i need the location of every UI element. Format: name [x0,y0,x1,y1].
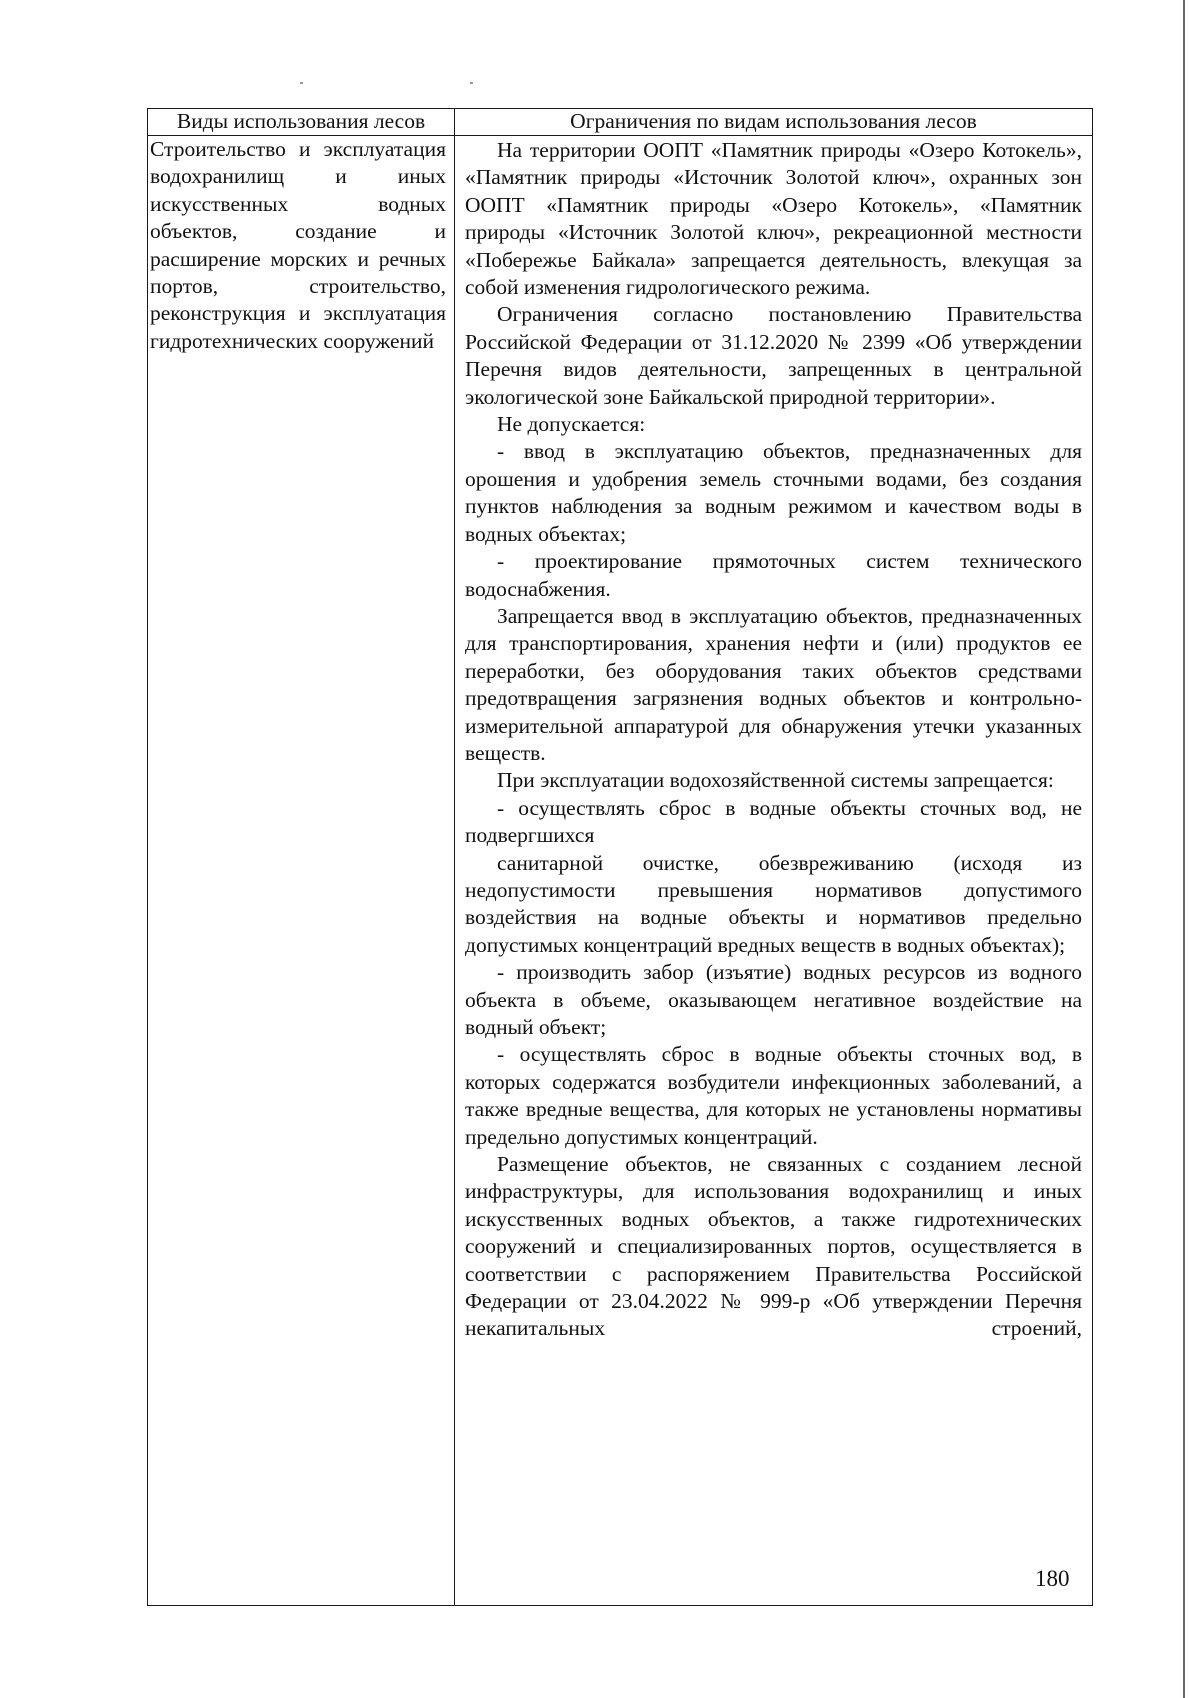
restriction-list-item: - осуществлять сброс в водные объекты сточных вод, не подвергшихся [465,795,1082,848]
restriction-paragraph: Размещение объектов, не связанных с созданием лесной инфраструктуры, для использования водохранилищ и иных искусственных водных объектов, а также гидротехнических сооружений и специализированных портов, осуществляется в соответствии с распоряжением Правительства Российской Федерации от 23.04.2022 № 999-р «Об утверждении Перечня некапитальных строений, [465,1152,1082,1341]
header-forest-use-types: Виды использования лесов [148,109,455,136]
forest-use-restrictions-table [147,108,1093,1606]
restriction-paragraph: санитарной очистке, обезвреживанию (исходя из недопустимости превышения нормативов допустимого воздействия на водные объекты и нормативов предельно допустимых концентраций вредных веществ в водных объектах); [465,850,1082,957]
table-row [148,136,1093,1606]
restriction-paragraph: Не допускается: [497,412,646,437]
restriction-list-item: - производить забор (изъятие) водных ресурсов из водного объекта в объеме, оказывающем негативное воздействие на водный объект; [465,960,1082,1039]
restriction-paragraph: На территории ООПТ «Памятник природы «Озеро Котокель», «Памятник природы «Источник Золотой ключ», охранных зон ООПТ «Памятник природы «Озеро Котокель», «Памятник природы «Источник Золотой ключ», рекреационной местности «Побережье Байкала» запрещается деятельность, влекущая за собой изменения гидрологического режима. [465,138,1082,300]
table-header-row [148,109,1093,136]
forest-use-type-cell: Строительство и эксплуатация водохранилищ и иных искусственных водных объектов, создание и расширение морских и речных портов, строительство, реконструкция и эксплуатация гидротехнических сооружений [148,136,455,1606]
restriction-list-item: - осуществлять сброс в водные объекты сточных вод, в которых содержатся возбудители инфекционных заболеваний, а также вредные вещества, для которых не установлены нормативы предельно допустимых концентраций. [465,1042,1082,1149]
restriction-list-item: - ввод в эксплуатацию объектов, предназначенных для орошения и удобрения земель сточными водами, без создания пунктов наблюдения за водным режимом и качеством воды в водных объектах; [465,439,1082,546]
restriction-list-item: - проектирование прямоточных систем технического водоснабжения. [465,549,1082,601]
scan-dot [300,82,303,84]
header-restrictions: Ограничения по видам использования лесов [455,109,1093,136]
restriction-paragraph: Ограничения согласно постановлению Правительства Российской Федерации от 31.12.2020 № 2399 «Об утверждении Перечня видов деятельности, запрещенных в центральной экологической зоне Байкальской природной территории». [465,302,1082,409]
restriction-paragraph: Запрещается ввод в эксплуатацию объектов, предназначенных для транспортирования, хранения нефти и (или) продуктов ее переработки, без оборудования таких объектов средствами предотвращения загрязнения водных объектов и контрольно-измерительной аппаратурой для обнаружения утечки указанных веществ. [465,603,1082,765]
page-number: 180 [1035,1566,1070,1591]
scan-dot [470,82,473,84]
page-edge-line [1183,0,1185,1698]
restriction-paragraph: При эксплуатации водохозяйственной системы запрещается: [497,768,1054,793]
restrictions-cell [455,136,1093,1606]
